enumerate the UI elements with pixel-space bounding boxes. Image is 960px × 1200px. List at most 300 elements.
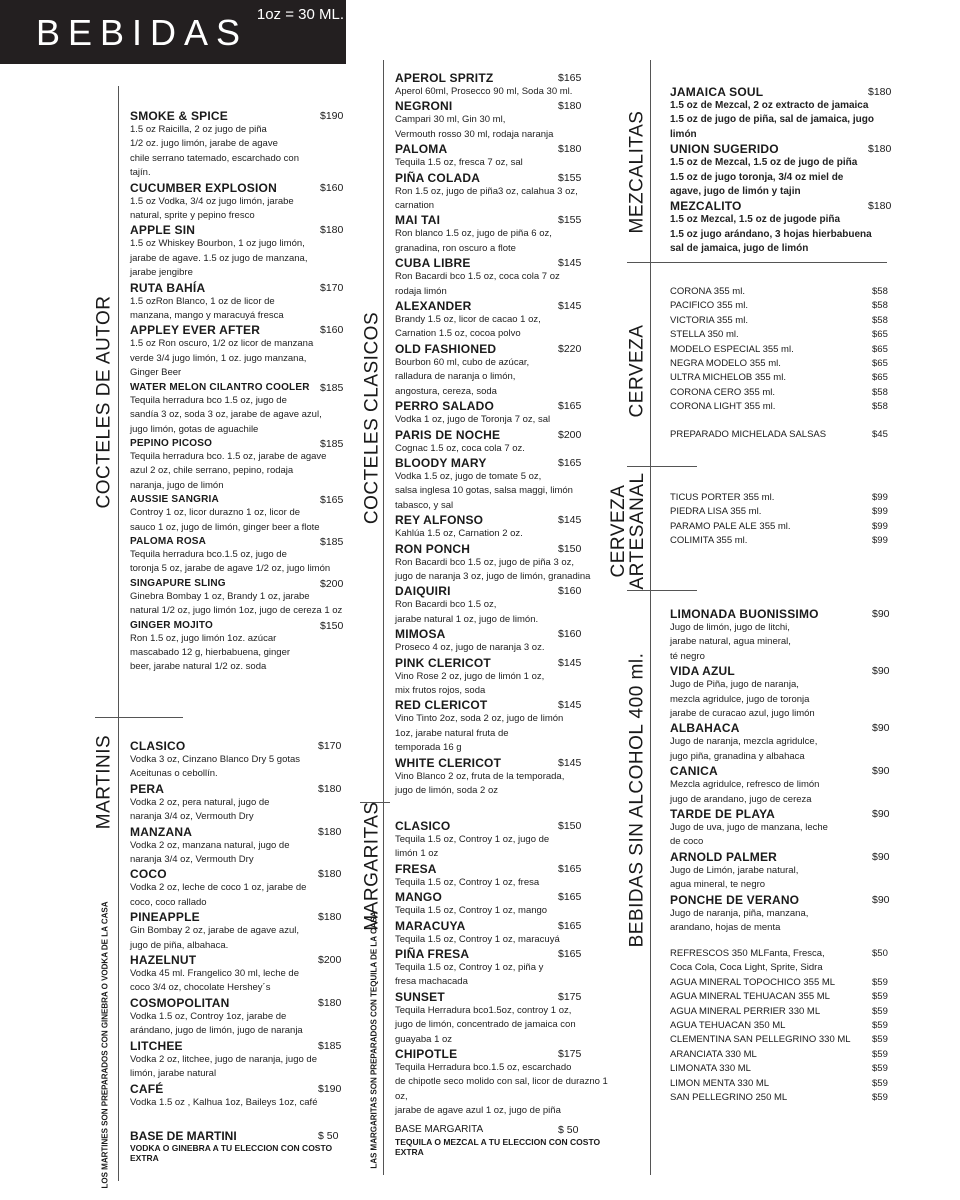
item-price: $180	[868, 86, 892, 98]
item-price: $150	[558, 542, 582, 555]
item-description: Vodka 2 oz, manzana natural, jugo de	[130, 839, 290, 851]
section-label-sin-alcohol: BEBIDAS SIN ALCOHOL 400 ml.	[626, 652, 648, 948]
item-description: Kahlúa 1.5 oz, Carnation 2 oz.	[395, 528, 523, 540]
item-price: $200	[318, 954, 342, 967]
item-name: OLD FASHIONED	[395, 341, 497, 356]
list-item-price: $99	[872, 520, 888, 532]
divider-autor-martinis	[95, 717, 183, 718]
item-description: mix frutos rojos, soda	[395, 684, 486, 696]
item-price: $145	[558, 514, 582, 527]
menu-item	[130, 281, 345, 324]
list-item	[670, 520, 890, 534]
item-description: natural 1/2 oz, jugo limón 1oz, jugo de cereza 1 oz	[130, 605, 343, 617]
menu-item	[395, 428, 615, 456]
michelada-name: PREPARADO MICHELADA SALSAS	[670, 429, 827, 440]
item-price: $185	[320, 437, 344, 450]
item-description: Jugo de uva, jugo de manzana, leche	[670, 822, 828, 834]
item-price: $165	[558, 891, 582, 904]
item-price: $180	[318, 825, 342, 838]
list-item-name: Coca Cola, Coca Light, Sprite, Sidra	[670, 962, 823, 974]
list-item-name: SAN PELLEGRINO 250 ML	[670, 1092, 788, 1104]
list-item-price: $59	[872, 1092, 888, 1104]
menu-item	[395, 71, 615, 99]
item-price: $145	[558, 756, 582, 769]
item-name: CAFÉ	[130, 1081, 164, 1096]
item-price: $190	[318, 1082, 342, 1095]
menu-item	[395, 256, 615, 299]
menu-item	[130, 535, 345, 577]
menu-item	[130, 782, 345, 825]
divider-right	[650, 60, 651, 1175]
list-item-price: $58	[872, 300, 888, 312]
martini-base-name: BASE DE MARTINI	[130, 1129, 237, 1143]
item-description: Aperol 60ml, Prosecco 90 ml, Soda 30 ml.	[395, 86, 573, 97]
martini-base-note: VODKA O GINEBRA A TU ELECCION CON COSTO EXTRA	[130, 1143, 333, 1163]
menu-item	[670, 85, 890, 142]
item-price: $90	[872, 850, 890, 863]
menu-item	[395, 756, 615, 799]
item-description: Ron blanco 1.5 oz, jugo de piña 6 oz,	[395, 228, 552, 240]
list-item-price: $65	[872, 343, 888, 355]
item-description: sandía 3 oz, soda 3 oz, jarabe de agave azul,	[130, 409, 322, 421]
list-item-price: $59	[872, 1048, 888, 1060]
list-item	[670, 400, 890, 414]
item-description: naranja 3/4 oz, Vermouth Dry	[130, 811, 254, 823]
item-description: chile serrano tatemado, escarchado con	[130, 152, 299, 164]
item-price: $200	[558, 428, 582, 441]
item-name: REY ALFONSO	[395, 513, 484, 528]
list-item-name: NEGRA MODELO 355 ml.	[670, 358, 781, 370]
item-name: COSMOPOLITAN	[130, 995, 230, 1010]
margaritas-list	[395, 819, 615, 1119]
cerveza-list	[670, 285, 890, 415]
item-description: jarabe jengibre	[130, 267, 193, 279]
item-description: 1.5 oz Vodka, 3/4 oz jugo limón, jarabe	[130, 195, 294, 207]
item-price: $165	[558, 456, 582, 469]
item-description: beer, jarabe natural 1/2 oz. soda	[130, 661, 267, 673]
item-description: Cognac 1.5 oz, coca cola 7 oz.	[395, 442, 525, 454]
item-name: SINGAPURE SLING	[130, 577, 226, 589]
item-description: agua mineral, te negro	[670, 879, 766, 891]
item-description: Jugo de Limón, jarabe natural,	[670, 864, 799, 876]
martini-base	[130, 1129, 345, 1163]
item-name: RED CLERICOT	[395, 698, 488, 713]
list-item-name: PIEDRA LISA 355 ml.	[670, 506, 762, 518]
menu-item	[130, 181, 345, 224]
item-description: Tequila 1.5 oz, Controy 1 oz, mango	[395, 905, 548, 917]
item-description: jugo de arandano, jugo de cereza	[670, 793, 812, 805]
item-price: $150	[320, 619, 344, 632]
item-name: GINGER MOJITO	[130, 619, 213, 631]
item-price: $165	[558, 919, 582, 932]
item-name: DAIQUIRI	[395, 584, 451, 599]
item-name: APPLE SIN	[130, 223, 196, 238]
item-description: Ron Bacardi bco 1.5 oz,	[395, 599, 497, 611]
item-name: ALBAHACA	[670, 721, 740, 736]
list-item-price: $59	[872, 991, 888, 1003]
item-name: CLASICO	[395, 819, 451, 833]
item-name: PARIS DE NOCHE	[395, 427, 501, 442]
item-name: LIMONADA BUONISSIMO	[670, 607, 819, 621]
item-description: Jugo de naranja, piña, manzana,	[670, 907, 809, 919]
menu-item	[130, 577, 345, 619]
header-bar	[0, 0, 346, 64]
item-price: $185	[320, 535, 344, 548]
michelada-row	[670, 428, 890, 442]
item-description: Vodka 1.5 oz, jugo de tomate 5 oz,	[395, 470, 542, 482]
list-item-name: AGUA MINERAL TOPOCHICO 355 ML	[670, 976, 836, 988]
margarita-base	[395, 1123, 620, 1157]
item-description: 1.5 oz de Mezcal, 2 oz extracto de jamaica	[670, 100, 869, 111]
item-price: $170	[320, 281, 344, 294]
item-description: sal de jamaica, jugo de limón	[670, 243, 809, 255]
item-description: arandano, hojas de menta	[670, 922, 781, 934]
item-name: PERA	[130, 781, 165, 796]
cocteles-clasicos-list	[395, 71, 615, 798]
menu-item	[670, 850, 890, 893]
list-item	[670, 328, 890, 342]
page-title: BEBIDAS	[36, 12, 249, 53]
margarita-base-item	[395, 1123, 620, 1157]
item-name: APPLEY EVER AFTER	[130, 323, 261, 338]
item-description: jarabe de agave azul 1 oz, jugo de piña	[395, 1105, 561, 1117]
item-description: 1/2 oz. jugo limón, jarabe de agave	[130, 138, 278, 150]
item-price: $165	[558, 948, 582, 961]
martini-base-price: $ 50	[318, 1130, 339, 1142]
divider-cerveza-artesanal	[627, 466, 697, 467]
item-description: Vino Blanco 2 oz, fruta de la temporada,	[395, 770, 565, 782]
item-description: ralladura de naranja o limón,	[395, 371, 516, 383]
item-description: Tequila herradura bco 1.5 oz, jugo de	[130, 394, 287, 406]
item-name: PONCHE DE VERANO	[670, 892, 800, 907]
list-item	[670, 505, 890, 519]
item-price: $165	[558, 400, 582, 413]
divider-mezcalitas-cerveza	[627, 262, 887, 263]
item-price: $180	[318, 911, 342, 924]
item-name: COCO	[130, 867, 167, 882]
item-description: 1.5 ozRon Blanco, 1 oz de licor de	[130, 295, 275, 307]
list-item-name: CLEMENTINA SAN PELLEGRINO 330 ML	[670, 1034, 851, 1046]
section-label-cerveza: CERVEZA	[626, 324, 648, 418]
menu-item	[395, 142, 615, 170]
menu-item	[670, 764, 890, 807]
item-description: Controy 1 oz, licor durazno 1 oz, licor de	[130, 507, 301, 519]
item-description: jarabe natural, agua mineral,	[670, 636, 791, 648]
item-description: limón, jarabe natural	[130, 1068, 217, 1080]
item-description: Ron 1.5 oz, jugo limón 1oz. azúcar	[130, 632, 277, 644]
item-description: temporada 16 g	[395, 742, 462, 754]
menu-item	[130, 437, 345, 493]
item-description: 1.5 oz de jugo toronja, 3/4 oz miel de	[670, 171, 844, 183]
item-description: naranja, jugo de limón	[130, 479, 224, 491]
menu-item	[130, 996, 345, 1039]
item-description: 1.5 oz Whiskey Bourbon, 1 oz jugo limón,	[130, 238, 305, 250]
list-item	[670, 314, 890, 328]
item-price: $90	[872, 893, 890, 906]
list-item	[670, 534, 890, 548]
item-name: MARACUYA	[395, 918, 466, 933]
list-item-price: $99	[872, 492, 888, 503]
item-price: $90	[872, 665, 890, 678]
item-description: granadina, ron oscuro a flote	[395, 242, 516, 254]
menu-item	[395, 542, 615, 585]
item-description: jugo de limón, soda 2 oz	[395, 785, 498, 796]
list-item-price: $59	[872, 1020, 888, 1032]
footnote-margaritas: LAS MARGARITAS SON PREPARADOS CON TEQUILA DE LA CASA	[369, 911, 379, 1169]
michelada-price: $45	[872, 429, 888, 440]
item-description: 1.5 oz Mezcal, 1.5 oz de jugode piña	[670, 214, 841, 226]
divider-artesanal-sinalcohol	[627, 590, 697, 591]
list-item-price: $99	[872, 535, 888, 547]
item-price: $160	[320, 324, 344, 337]
conversion-note: 1oz = 30 ML.	[256, 6, 344, 23]
divider-left	[118, 86, 119, 1181]
item-name: WATER MELON CILANTRO COOLER	[130, 381, 310, 393]
item-description: jarabe natural 1 oz, jugo de limón.	[395, 613, 539, 625]
item-description: 1.5 oz Raicilla, 2 oz jugo de piña	[130, 124, 267, 135]
list-item	[670, 371, 890, 385]
item-name: NEGRONI	[395, 99, 453, 114]
item-price: $175	[558, 990, 582, 1003]
item-description: 1.5 oz jugo arándano, 3 hojas hierbabuena	[670, 228, 872, 240]
list-item-price: $99	[872, 506, 888, 518]
margarita-base-name: BASE MARGARITA	[395, 1124, 484, 1135]
list-item	[670, 343, 890, 357]
list-item	[670, 1091, 890, 1105]
item-description: Vodka 1.5 oz, Controy 1oz, jarabe de	[130, 1010, 287, 1022]
menu-item	[670, 721, 890, 764]
menu-item	[130, 1082, 345, 1110]
item-name: PINK CLERICOT	[395, 655, 491, 670]
menu-item	[130, 825, 345, 868]
menu-item	[130, 493, 345, 535]
michelada	[670, 428, 890, 442]
item-name: FRESA	[395, 861, 437, 876]
item-price: $160	[558, 628, 582, 641]
item-description: limón 1 oz	[395, 848, 439, 860]
item-description: Tequila 1.5 oz, fresca 7 oz, sal	[395, 157, 523, 169]
item-description: Gin Bombay 2 oz, jarabe de agave azul,	[130, 925, 299, 937]
cocteles-autor-list	[130, 109, 345, 675]
margarita-base-price: $ 50	[558, 1124, 579, 1136]
item-price: $90	[872, 808, 890, 821]
menu-item	[130, 381, 345, 437]
list-item-price: $65	[872, 358, 888, 370]
item-description: 1.5 oz Ron oscuro, 1/2 oz licor de manzana	[130, 338, 314, 350]
item-price: $180	[318, 782, 342, 795]
item-name: ALEXANDER	[395, 299, 472, 314]
item-description: jarabe de curacao azul, jugo limón	[670, 708, 815, 720]
list-item	[670, 491, 890, 505]
list-item-name: REFRESCOS 350 MLFanta, Fresca,	[670, 948, 825, 959]
menu-item	[130, 910, 345, 953]
item-name: CANICA	[670, 764, 718, 779]
menu-item	[130, 1039, 345, 1082]
item-description: Vino Tinto 2oz, soda 2 oz, jugo de limón	[395, 713, 564, 725]
item-description: Tequila herradura bco. 1.5 oz, jarabe de agave	[130, 450, 327, 462]
item-description: de chipotle seco molido con sal, licor de durazno 1 oz,	[395, 1076, 608, 1102]
item-name: MAI TAI	[395, 213, 441, 228]
item-price: $180	[318, 996, 342, 1009]
item-price: $165	[558, 862, 582, 875]
item-description: jugo de limón, concentrado de jamaica con	[395, 1019, 576, 1031]
item-description: tabasco, y sal	[395, 499, 454, 511]
menu-item	[395, 890, 615, 918]
item-name: LITCHEE	[130, 1038, 183, 1053]
item-name: PIÑA FRESA	[395, 947, 470, 962]
item-description: tajín.	[130, 167, 151, 179]
item-name: CUCUMBER EXPLOSION	[130, 180, 277, 195]
item-description: Ginger Beer	[130, 367, 182, 379]
item-description: Vodka 3 oz, Cinzano Blanco Dry 5 gotas	[130, 754, 301, 765]
item-price: $180	[558, 100, 582, 113]
item-price: $145	[558, 300, 582, 313]
menu-item	[395, 342, 615, 399]
item-description: Campari 30 ml, Gin 30 ml,	[395, 114, 506, 126]
item-price: $200	[320, 577, 344, 590]
item-description: jugo piña, granadina y albahaca	[670, 750, 805, 762]
item-description: Mezcla agridulce, refresco de limón	[670, 779, 820, 791]
menu-item	[395, 584, 615, 627]
list-item-price: $59	[872, 976, 888, 988]
item-price: $90	[872, 765, 890, 778]
item-price: $150	[558, 820, 582, 832]
item-name: MEZCALITO	[670, 199, 742, 214]
list-item-price: $59	[872, 1005, 888, 1017]
section-label-autor: COCTELES DE AUTOR	[93, 295, 115, 509]
list-item-name: ARANCIATA 330 ML	[670, 1048, 757, 1060]
list-item	[670, 1033, 890, 1047]
item-description: 1.5 oz de jugo de piña, sal de jamaica, jugo limón	[670, 114, 874, 140]
item-description: jugo de naranja 3 oz, jugo de limón, granadina	[395, 570, 591, 582]
item-price: $165	[558, 72, 582, 84]
item-price: $220	[558, 342, 582, 355]
item-price: $180	[318, 868, 342, 881]
martini-base-item	[130, 1129, 345, 1163]
menu-item	[395, 656, 615, 699]
item-description: Ron 1.5 oz, jugo de piña3 oz, calahua 3 oz, carnation	[395, 185, 578, 212]
menu-item	[130, 223, 345, 280]
list-item-name: LIMONATA 330 ML	[670, 1063, 751, 1075]
list-item-name: STELLA 350 ml.	[670, 329, 739, 341]
menu-item	[670, 142, 890, 199]
menu-item	[395, 698, 615, 755]
item-description: de coco	[670, 836, 704, 848]
item-description: Tequila Herradura bco1.5oz, controy 1 oz,	[395, 1004, 572, 1016]
item-price: $90	[872, 722, 890, 735]
item-price: $185	[318, 1039, 342, 1052]
item-price: $175	[558, 1048, 582, 1061]
item-name: JAMAICA SOUL	[670, 85, 764, 99]
item-price: $145	[558, 699, 582, 712]
item-description: mezcla agridulce, jugo de toronja	[670, 693, 810, 705]
list-item-name: CORONA LIGHT 355 ml.	[670, 401, 776, 413]
item-name: APEROL SPRITZ	[395, 71, 494, 85]
list-item	[670, 386, 890, 400]
item-name: PERRO SALADO	[395, 399, 495, 414]
menu-item	[670, 807, 890, 850]
item-description: Vodka 2 oz, litchee, jugo de naranja, jugo de	[130, 1053, 317, 1065]
menu-item	[395, 1047, 615, 1119]
menu-item	[395, 862, 615, 890]
list-item-price: $65	[872, 372, 888, 384]
list-item-price: $58	[872, 401, 888, 413]
martinis-list	[130, 739, 345, 1110]
item-description: Vodka 1 oz, jugo de Toronja 7 oz, sal	[395, 414, 551, 426]
menu-item	[130, 619, 345, 675]
item-description: Vino Rose 2 oz, jugo de limón 1 oz,	[395, 670, 545, 682]
item-price: $165	[320, 494, 344, 507]
item-description: jugo limón, gotas de aguachile	[130, 423, 259, 435]
item-description: Vermouth rosso 30 ml, rodaja naranja	[395, 128, 554, 140]
item-description: 1oz, jarabe natural fruta de	[395, 727, 509, 739]
section-label-artesanal: CERVEZA ARTESANAL	[608, 472, 648, 590]
item-name: TARDE DE PLAYA	[670, 807, 776, 822]
item-name: RON PONCH	[395, 541, 471, 556]
item-description: coco 3/4 oz, chocolate Hershey´s	[130, 982, 271, 994]
item-name: BLOODY MARY	[395, 455, 487, 470]
sin-alcohol-list	[670, 607, 890, 936]
menu-item	[395, 947, 615, 990]
list-item-name: VICTORIA 355 ml.	[670, 314, 748, 326]
list-item-name: AGUA TEHUACAN 350 ML	[670, 1020, 786, 1032]
section-label-martinis: MARTINIS	[93, 734, 115, 830]
menu-item	[670, 199, 890, 256]
list-item	[670, 285, 890, 299]
item-price: $170	[318, 740, 342, 752]
list-item	[670, 976, 890, 990]
list-item-price: $58	[872, 386, 888, 398]
list-item	[670, 1019, 890, 1033]
menu-item	[670, 893, 890, 936]
list-item-name: PARAMO PALE ALE 355 ml.	[670, 520, 791, 532]
list-item-price: $65	[872, 329, 888, 341]
list-item-price: $58	[872, 314, 888, 326]
list-item	[670, 961, 890, 975]
list-item	[670, 1077, 890, 1091]
menu-item	[670, 607, 890, 664]
list-item-name: PACIFICO 355 ml.	[670, 300, 748, 312]
menu-item	[395, 456, 615, 513]
item-price: $185	[320, 381, 344, 394]
list-item-price: $59	[872, 1077, 888, 1089]
list-item	[670, 299, 890, 313]
item-description: Jugo de Piña, jugo de naranja,	[670, 679, 799, 691]
item-description: Bourbon 60 ml, cubo de azúcar,	[395, 356, 530, 368]
list-item-name: LIMON MENTA 330 ML	[670, 1077, 770, 1089]
item-description: azul 2 oz, chile serrano, pepino, rodaja	[130, 465, 294, 477]
item-description: té negro	[670, 650, 705, 662]
item-price: $145	[558, 656, 582, 669]
item-description: Aceitunas o cebollín.	[130, 768, 218, 780]
item-name: WHITE CLERICOT	[395, 755, 502, 770]
list-item-price: $58	[872, 286, 888, 297]
list-item-name: COLIMITA 355 ml.	[670, 535, 748, 547]
item-description: Tequila herradura bco.1.5 oz, jugo de	[130, 548, 287, 560]
margarita-base-note: TEQUILA O MEZCAL A TU ELECCION CON COSTO EXTRA	[395, 1137, 601, 1157]
item-price: $90	[872, 608, 890, 620]
item-description: angostura, cereza, soda	[395, 385, 497, 397]
menu-item	[395, 213, 615, 256]
item-name: RUTA BAHÍA	[130, 280, 206, 295]
item-description: Vodka 1.5 oz , Kalhua 1oz, Baileys 1oz, café	[130, 1096, 318, 1108]
item-description: Proseco 4 oz, jugo de naranja 3 oz.	[395, 642, 545, 654]
item-description: coco, coco rallado	[130, 896, 207, 908]
list-item-name: AGUA MINERAL TEHUACAN 355 ML	[670, 991, 830, 1003]
menu-item	[670, 664, 890, 721]
menu-item	[130, 739, 345, 782]
item-name: PALOMA ROSA	[130, 535, 207, 547]
